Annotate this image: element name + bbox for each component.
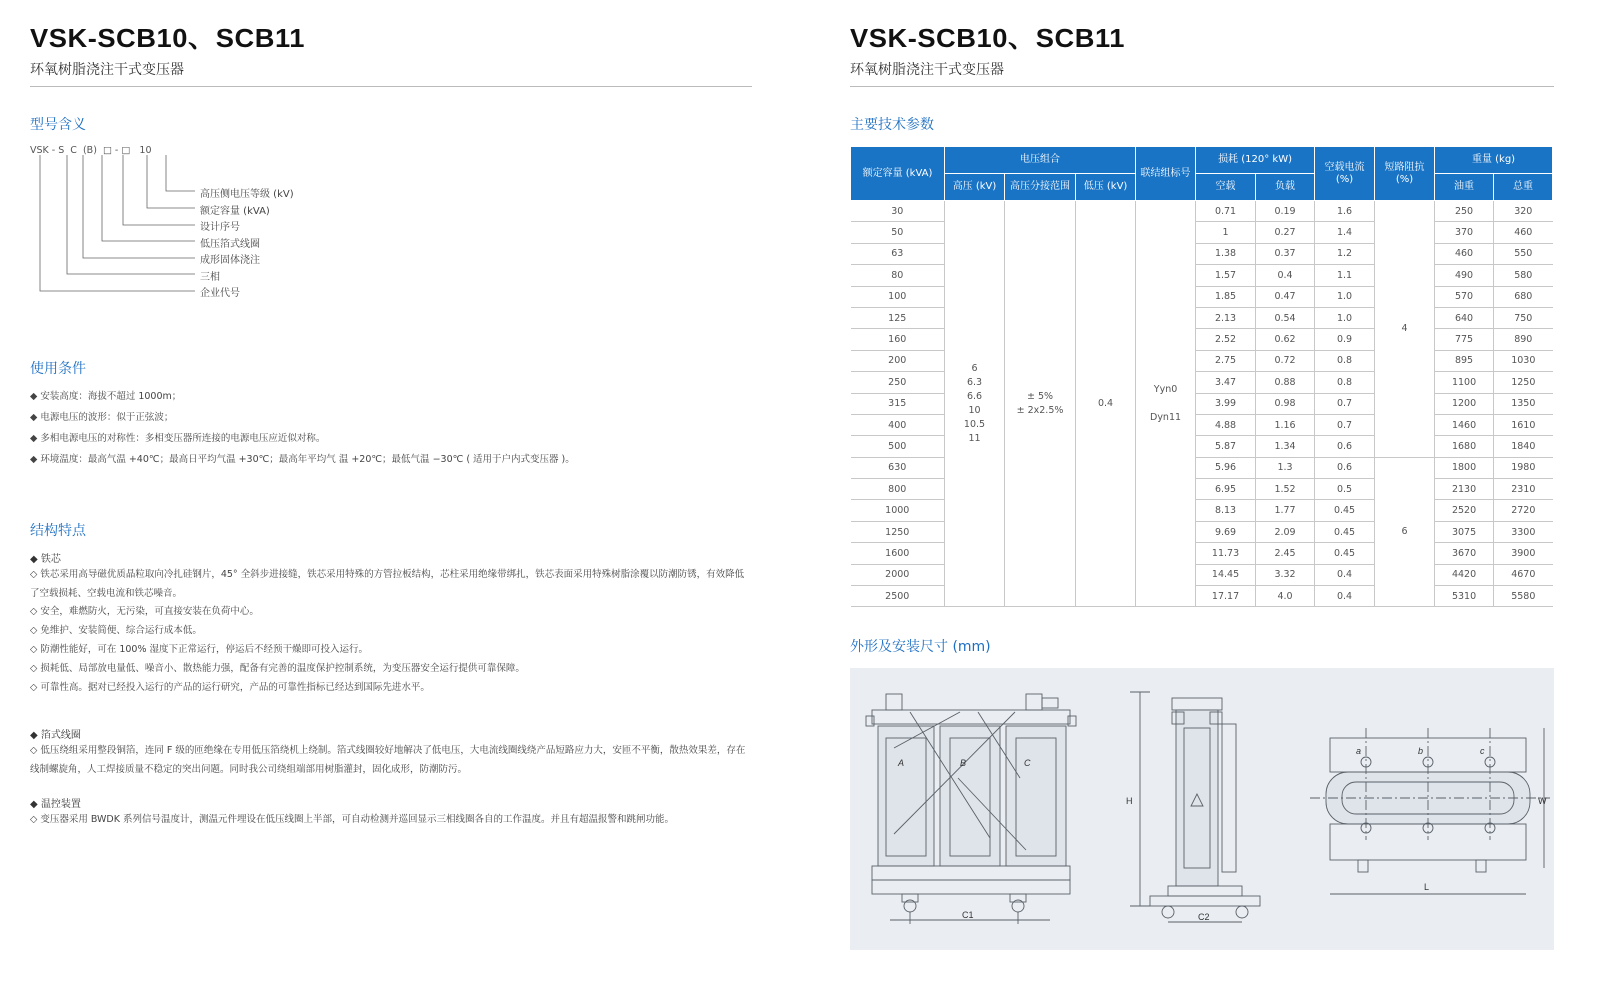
cell-noload-loss: 6.95 — [1196, 479, 1256, 500]
header-impedance: 短路阻抗 (%) — [1375, 147, 1435, 201]
label-l: L — [1424, 882, 1430, 892]
cell-noload-current: 0.8 — [1315, 350, 1375, 371]
cell-total-weight: 1350 — [1494, 393, 1553, 414]
model-label-7: 企业代号 — [200, 288, 240, 299]
cell-lv-voltage: 0.4 — [1076, 201, 1136, 607]
cell-total-weight: 460 — [1494, 222, 1553, 243]
label-w: W — [1538, 796, 1547, 806]
right-page — [850, 0, 1570, 983]
cell-oil-weight: 490 — [1435, 265, 1494, 286]
header-vector-group: 联结组标号 — [1136, 147, 1196, 201]
cell-noload-loss: 1.57 — [1196, 265, 1256, 286]
cell-total-weight: 5580 — [1494, 586, 1553, 607]
model-label-6: 三相 — [200, 272, 220, 283]
cell-capacity: 1250 — [851, 521, 945, 542]
cell-total-weight: 2310 — [1494, 479, 1553, 500]
cell-load-loss: 1.3 — [1256, 457, 1315, 478]
header-hv: 高压 (kV) — [945, 174, 1005, 201]
cell-total-weight: 890 — [1494, 329, 1553, 350]
cell-load-loss: 2.45 — [1256, 543, 1315, 564]
cell-capacity: 630 — [851, 457, 945, 478]
header-oil-weight: 油重 — [1435, 174, 1494, 201]
feature-heading-coil: ◆ 箔式线圈 — [30, 730, 81, 741]
cell-oil-weight: 1200 — [1435, 393, 1494, 414]
cell-oil-weight: 1460 — [1435, 414, 1494, 435]
cell-total-weight: 750 — [1494, 307, 1553, 328]
cell-oil-weight: 1800 — [1435, 457, 1494, 478]
page-subtitle: 环氧树脂浇注干式变压器 — [850, 62, 1004, 78]
cell-capacity: 315 — [851, 393, 945, 414]
cell-capacity: 30 — [851, 201, 945, 222]
cell-noload-loss: 17.17 — [1196, 586, 1256, 607]
model-tree-lines — [30, 150, 210, 300]
cell-total-weight: 1980 — [1494, 457, 1553, 478]
cell-noload-loss: 0.71 — [1196, 201, 1256, 222]
left-page — [30, 0, 750, 983]
label-h: H — [1126, 796, 1133, 806]
cell-oil-weight: 3670 — [1435, 543, 1494, 564]
cell-capacity: 1600 — [851, 543, 945, 564]
cell-capacity: 200 — [851, 350, 945, 371]
cell-capacity: 500 — [851, 436, 945, 457]
cell-capacity: 2500 — [851, 586, 945, 607]
feature-item: ◇ 免维护、安装简便、综合运行成本低。 — [30, 625, 202, 636]
header-total-weight: 总重 — [1494, 174, 1553, 201]
feature-heading-temp: ◆ 温控装置 — [30, 799, 81, 810]
feature-item: ◇ 防潮性能好，可在 100% 湿度下正常运行，停运后不经预干燥即可投入运行。 — [30, 644, 369, 655]
divider — [850, 86, 1554, 87]
cell-oil-weight: 5310 — [1435, 586, 1494, 607]
spec-table — [850, 146, 1553, 607]
cell-load-loss: 0.54 — [1256, 307, 1315, 328]
cell-oil-weight: 570 — [1435, 286, 1494, 307]
section-title-params: 主要技术参数 — [850, 117, 934, 133]
condition-item: ◆ 多相电源电压的对称性：多相变压器所连接的电源电压应近似对称。 — [30, 433, 326, 444]
header-noload-loss: 空载 — [1196, 174, 1256, 201]
transformer-drawings — [850, 668, 1554, 950]
feature-item: ◇ 铁芯采用高导磁优质晶粒取向冷扎硅钢片，45° 全斜步进接缝，铁芯采用特殊的方管拉板结构，芯柱采用绝缘带绑扎，铁芯表面采用特殊树脂涂覆以防潮防锈，有效降低了空载损耗、空载电流和铁芯噪音。 — [30, 569, 745, 599]
cell-oil-weight: 2130 — [1435, 479, 1494, 500]
cell-capacity: 80 — [851, 265, 945, 286]
label-phase-a-small: a — [1356, 746, 1362, 756]
cell-noload-current: 0.45 — [1315, 500, 1375, 521]
model-label-1: 高压侧电压等级 (kV) — [200, 189, 294, 200]
cell-noload-current: 1.2 — [1315, 243, 1375, 264]
cell-total-weight: 2720 — [1494, 500, 1553, 521]
cell-oil-weight: 3075 — [1435, 521, 1494, 542]
cell-load-loss: 0.47 — [1256, 286, 1315, 307]
model-label-4: 低压箔式线圈 — [200, 239, 260, 250]
cell-capacity: 1000 — [851, 500, 945, 521]
cell-noload-loss: 3.99 — [1196, 393, 1256, 414]
cell-load-loss: 0.88 — [1256, 372, 1315, 393]
section-title-model: 型号含义 — [30, 117, 86, 133]
label-phase-b: B — [960, 758, 967, 768]
header-load-loss: 负载 — [1256, 174, 1315, 201]
cell-noload-current: 1.0 — [1315, 286, 1375, 307]
cell-noload-current: 0.4 — [1315, 564, 1375, 585]
cell-load-loss: 1.52 — [1256, 479, 1315, 500]
condition-item: ◆ 环境温度：最高气温 +40℃；最高日平均气温 +30℃；最高年平均气 温 +20℃；最低气温 −30℃ ( 适用于户内式变压器 )。 — [30, 454, 575, 465]
cell-total-weight: 4670 — [1494, 564, 1553, 585]
cell-vector-group: Yyn0 Dyn11 — [1136, 201, 1196, 607]
feature-item: ◇ 低压绕组采用整段铜箔，连同 F 级的匝绝缘在专用低压箔绕机上绕制。箔式线圈较好地解决了低电压，大电流线圈线绕产品短路应力大，安匝不平衡，散热效果差，存在线制螺旋角，人工焊接质量不稳定的突出问题。同时我公司绕组端部用树脂灌封，固化成形，防潮防污。 — [30, 745, 746, 775]
cell-total-weight: 1250 — [1494, 372, 1553, 393]
cell-load-loss: 2.09 — [1256, 521, 1315, 542]
side-view — [1130, 692, 1260, 922]
cell-noload-loss: 9.69 — [1196, 521, 1256, 542]
cell-oil-weight: 370 — [1435, 222, 1494, 243]
cell-capacity: 400 — [851, 414, 945, 435]
feature-heading-core: ◆ 铁芯 — [30, 554, 61, 565]
cell-impedance: 4 — [1375, 201, 1435, 458]
cell-noload-loss: 3.47 — [1196, 372, 1256, 393]
cell-noload-current: 0.6 — [1315, 457, 1375, 478]
label-phase-b-small: b — [1418, 746, 1424, 756]
cell-load-loss: 0.72 — [1256, 350, 1315, 371]
feature-item: ◇ 可靠性高。据对已经投入运行的产品的运行研究，产品的可靠性指标已经达到国际先进水平。 — [30, 682, 430, 693]
cell-total-weight: 1840 — [1494, 436, 1553, 457]
page-subtitle: 环氧树脂浇注干式变压器 — [30, 62, 184, 78]
label-phase-c: C — [1024, 758, 1031, 768]
cell-oil-weight: 640 — [1435, 307, 1494, 328]
cell-load-loss: 1.16 — [1256, 414, 1315, 435]
condition-item: ◆ 安装高度：海拔不超过 1000m； — [30, 391, 182, 402]
cell-oil-weight: 2520 — [1435, 500, 1494, 521]
cell-noload-loss: 5.96 — [1196, 457, 1256, 478]
section-title-conditions: 使用条件 — [30, 361, 86, 377]
cell-noload-loss: 8.13 — [1196, 500, 1256, 521]
cell-capacity: 125 — [851, 307, 945, 328]
plan-view — [1310, 728, 1550, 894]
model-label-2: 额定容量 (kVA) — [200, 206, 270, 217]
cell-capacity: 2000 — [851, 564, 945, 585]
cell-noload-current: 0.6 — [1315, 436, 1375, 457]
cell-oil-weight: 1680 — [1435, 436, 1494, 457]
cell-noload-current: 0.4 — [1315, 586, 1375, 607]
table-row — [851, 201, 1553, 222]
cell-load-loss: 0.4 — [1256, 265, 1315, 286]
header-voltage-group: 电压组合 — [945, 147, 1136, 174]
cell-load-loss: 1.34 — [1256, 436, 1315, 457]
cell-noload-current: 0.7 — [1315, 393, 1375, 414]
section-title-features: 结构特点 — [30, 523, 86, 539]
cell-total-weight: 1610 — [1494, 414, 1553, 435]
label-phase-c-small: c — [1480, 746, 1485, 756]
header-loss: 损耗 (120° kW) — [1196, 147, 1315, 174]
cell-noload-current: 1.1 — [1315, 265, 1375, 286]
cell-oil-weight: 4420 — [1435, 564, 1494, 585]
cell-impedance: 6 — [1375, 457, 1435, 607]
feature-item: ◇ 变压器采用 BWDK 系列信号温度计，测温元件埋设在低压线圈上半部，可自动检测并巡回显示三相线圈各自的工作温度。并且有超温报警和跳闸功能。 — [30, 814, 674, 825]
cell-capacity: 50 — [851, 222, 945, 243]
header-noload-current: 空载电流 (%) — [1315, 147, 1375, 201]
model-label-5: 成形固体浇注 — [200, 255, 260, 266]
cell-hv-voltage: 6 6.3 6.6 10 10.5 11 — [945, 201, 1005, 607]
cell-total-weight: 680 — [1494, 286, 1553, 307]
cell-total-weight: 550 — [1494, 243, 1553, 264]
section-title-dimensions: 外形及安装尺寸 (mm) — [850, 639, 991, 655]
header-capacity: 额定容量 (kVA) — [851, 147, 945, 201]
cell-noload-loss: 1 — [1196, 222, 1256, 243]
condition-item: ◆ 电源电压的波形：似于正弦波； — [30, 412, 174, 423]
cell-oil-weight: 895 — [1435, 350, 1494, 371]
page-title: VSK-SCB10、SCB11 — [30, 23, 305, 53]
cell-load-loss: 0.27 — [1256, 222, 1315, 243]
header-lv: 低压 (kV) — [1076, 174, 1136, 201]
cell-oil-weight: 460 — [1435, 243, 1494, 264]
cell-tap-range: ± 5% ± 2x2.5% — [1005, 201, 1076, 607]
cell-noload-loss: 2.13 — [1196, 307, 1256, 328]
feature-item: ◇ 安全，难燃防火，无污染，可直接安装在负荷中心。 — [30, 606, 259, 617]
cell-noload-loss: 14.45 — [1196, 564, 1256, 585]
feature-item: ◇ 损耗低、局部放电量低、噪音小、散热能力强，配备有完善的温度保护控制系统，为变压器安全运行提供可靠保障。 — [30, 663, 525, 674]
cell-noload-current: 1.6 — [1315, 201, 1375, 222]
cell-oil-weight: 1100 — [1435, 372, 1494, 393]
cell-noload-loss: 2.52 — [1196, 329, 1256, 350]
label-phase-a: A — [898, 758, 905, 768]
cell-total-weight: 320 — [1494, 201, 1553, 222]
cell-load-loss: 0.19 — [1256, 201, 1315, 222]
cell-capacity: 800 — [851, 479, 945, 500]
cell-noload-loss: 11.73 — [1196, 543, 1256, 564]
cell-total-weight: 3900 — [1494, 543, 1553, 564]
cell-noload-current: 0.8 — [1315, 372, 1375, 393]
model-code: VSK - S C (B) □ - □ 10 — [30, 145, 152, 156]
cell-oil-weight: 775 — [1435, 329, 1494, 350]
header-tap: 高压分接范围 — [1005, 174, 1076, 201]
front-view — [866, 694, 1076, 924]
cell-capacity: 160 — [851, 329, 945, 350]
label-c2: C2 — [1198, 912, 1210, 922]
cell-load-loss: 4.0 — [1256, 586, 1315, 607]
cell-noload-loss: 1.38 — [1196, 243, 1256, 264]
cell-capacity: 100 — [851, 286, 945, 307]
cell-noload-current: 1.0 — [1315, 307, 1375, 328]
dimension-drawing — [850, 668, 1554, 950]
cell-noload-loss: 2.75 — [1196, 350, 1256, 371]
cell-capacity: 63 — [851, 243, 945, 264]
cell-noload-current: 0.5 — [1315, 479, 1375, 500]
cell-load-loss: 3.32 — [1256, 564, 1315, 585]
cell-noload-current: 0.7 — [1315, 414, 1375, 435]
cell-total-weight: 1030 — [1494, 350, 1553, 371]
cell-noload-current: 0.45 — [1315, 521, 1375, 542]
cell-total-weight: 580 — [1494, 265, 1553, 286]
cell-noload-loss: 4.88 — [1196, 414, 1256, 435]
page-title: VSK-SCB10、SCB11 — [850, 23, 1125, 53]
cell-load-loss: 0.98 — [1256, 393, 1315, 414]
model-label-3: 设计序号 — [200, 222, 240, 233]
cell-noload-current: 1.4 — [1315, 222, 1375, 243]
cell-noload-current: 0.9 — [1315, 329, 1375, 350]
cell-oil-weight: 250 — [1435, 201, 1494, 222]
divider — [30, 86, 752, 87]
cell-capacity: 250 — [851, 372, 945, 393]
cell-load-loss: 0.62 — [1256, 329, 1315, 350]
cell-noload-current: 0.45 — [1315, 543, 1375, 564]
cell-load-loss: 0.37 — [1256, 243, 1315, 264]
label-c1: C1 — [962, 910, 974, 920]
cell-total-weight: 3300 — [1494, 521, 1553, 542]
header-weight: 重量 (kg) — [1435, 147, 1553, 174]
cell-load-loss: 1.77 — [1256, 500, 1315, 521]
cell-noload-loss: 1.85 — [1196, 286, 1256, 307]
cell-noload-loss: 5.87 — [1196, 436, 1256, 457]
spec-table-body — [851, 201, 1553, 607]
